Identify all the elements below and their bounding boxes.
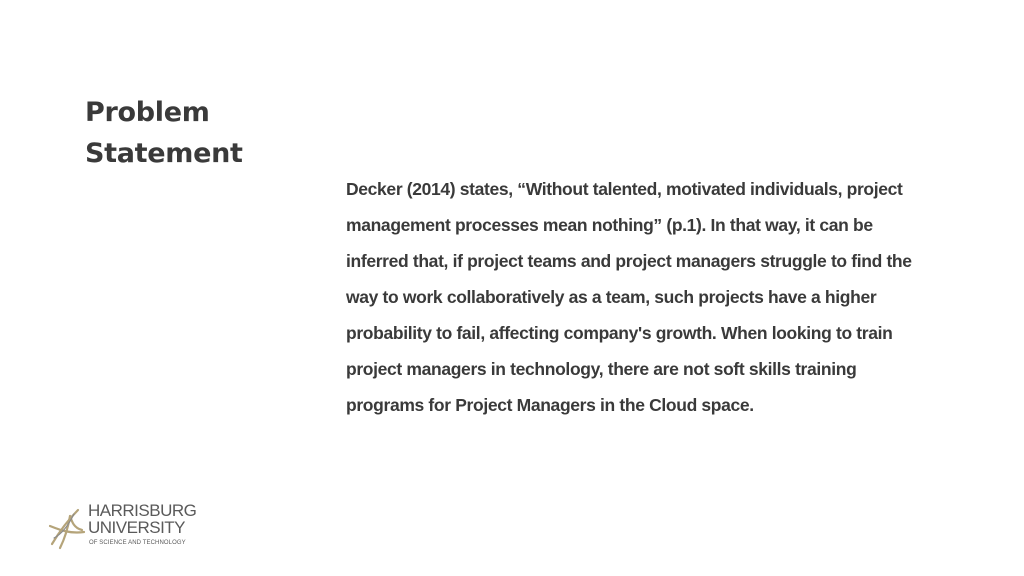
logo-tagline: OF SCIENCE AND TECHNOLOGY	[89, 540, 186, 546]
logo-name-line-1: HARRISBURG	[88, 501, 197, 520]
problem-statement-text: Decker (2014) states, “Without talented, motivated individuals, project management processes mean nothing” (p.1). In that way, it can be inferred that, if project teams and project managers struggle to find the way to work collaboratively as a team, such projects have a higher probability to fail, affecting company's growth. When looking to train project managers in technology, there are not soft skills training programs for Project Managers in the Cloud space.	[346, 179, 912, 415]
slide-title	[85, 92, 285, 174]
logo-wordmark	[88, 502, 196, 536]
logo-name-line-2: UNIVERSITY	[88, 518, 186, 537]
harrisburg-university-logo	[48, 502, 198, 554]
title-line-1: Problem	[85, 97, 210, 128]
title-line-2: Statement	[85, 138, 243, 169]
hu-monogram-icon	[48, 504, 88, 550]
